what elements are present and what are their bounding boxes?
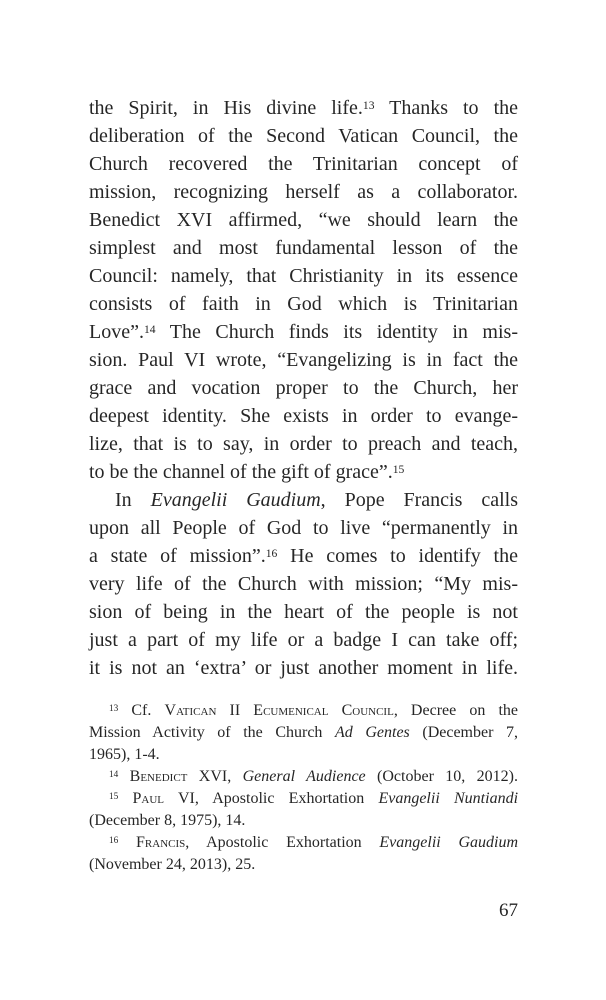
text-run: Mission Activity of the Church	[89, 724, 335, 741]
smallcaps-text-run: Vatican II Ecumenical Council	[164, 702, 394, 719]
text-run: consists of faith in God which is Trinitarian	[89, 293, 518, 315]
footnote-line	[89, 744, 518, 766]
footnote-marker: 15	[392, 463, 405, 477]
footnote-marker: 16	[265, 547, 278, 561]
footnote	[89, 832, 518, 876]
italic-text-run: Evangelii Nuntiandi	[378, 790, 519, 807]
italic-text-run: Ad Gentes	[335, 724, 410, 741]
body-text-block	[89, 94, 518, 682]
text-run: (October 10, 2012).	[365, 768, 519, 785]
text-line	[89, 486, 518, 514]
text-line	[89, 318, 518, 346]
text-run: The Church finds its identity in mis-	[155, 321, 518, 343]
text-run: 1965), 1-4.	[89, 746, 160, 763]
text-line	[89, 94, 518, 122]
text-run: (December 7,	[409, 724, 518, 741]
body-paragraph	[89, 94, 518, 486]
smallcaps-text-run: Paul	[132, 790, 165, 807]
text-run: sion of being in the heart of the people is not	[89, 601, 518, 623]
footnote-marker: 13	[109, 704, 119, 715]
text-line	[89, 598, 518, 626]
text-run: to be the channel of the gift of grace”.	[89, 461, 393, 483]
text-line	[89, 514, 518, 542]
text-line	[89, 430, 518, 458]
text-run: , Apostolic Exhortation	[185, 834, 380, 851]
text-run: He comes to identify the	[277, 545, 518, 567]
text-line	[89, 626, 518, 654]
text-run: it is not an ‘extra’ or just another moment in life.	[89, 657, 518, 679]
text-run: simplest and most fundamental lesson of the	[89, 237, 518, 259]
text-run: Benedict XVI affirmed, “we should learn the	[89, 209, 518, 231]
footnote-line	[89, 854, 518, 876]
footnote-line	[89, 722, 518, 744]
text-run: Thanks to the	[374, 97, 518, 119]
text-run: the Spirit, in His divine life.	[89, 97, 363, 119]
text-run: mission, recognizing herself as a collaborator.	[89, 181, 518, 203]
text-run: , Decree on the	[393, 702, 519, 719]
footnote	[89, 700, 518, 766]
text-run: a state of mission”.	[89, 545, 266, 567]
footnote-marker: 14	[143, 323, 156, 337]
text-line	[89, 122, 518, 150]
smallcaps-text-run: Benedict	[129, 768, 188, 785]
footnote-section	[89, 700, 518, 876]
text-run: deepest identity. She exists in order to evange-	[89, 405, 518, 427]
footnote-line	[89, 766, 518, 788]
footnote-marker: 16	[109, 836, 119, 847]
body-paragraph	[89, 486, 518, 682]
text-run: , Pope Francis calls	[320, 489, 518, 511]
text-run: sion. Paul VI wrote, “Evangelizing is in fact the	[89, 349, 518, 371]
text-run: VI, Apostolic Exhortation	[164, 790, 379, 807]
footnote-line	[89, 700, 518, 722]
text-run: lize, that is to say, in order to preach and teach,	[89, 433, 518, 455]
text-run: Council: namely, that Christianity in its essence	[89, 265, 518, 287]
text-line	[89, 234, 518, 262]
text-run: (December 8, 1975), 14.	[89, 812, 246, 829]
text-line	[89, 290, 518, 318]
text-run	[118, 768, 129, 785]
italic-text-run: Evangelii Gaudium	[379, 834, 519, 851]
text-run: Love”.	[89, 321, 144, 343]
text-line	[89, 346, 518, 374]
text-line	[89, 570, 518, 598]
text-run: deliberation of the Second Vatican Council, the	[89, 125, 518, 147]
text-line	[89, 458, 518, 486]
text-line	[89, 206, 518, 234]
page-number: 67	[499, 900, 518, 921]
text-run: (November 24, 2013), 25.	[89, 856, 256, 873]
text-line	[89, 542, 518, 570]
text-line	[89, 178, 518, 206]
text-line	[89, 262, 518, 290]
footnote-marker: 14	[109, 770, 119, 781]
footnote-marker: 13	[362, 99, 375, 113]
text-run: grace and vocation proper to the Church, her	[89, 377, 518, 399]
footnote-line	[89, 788, 518, 810]
text-run: very life of the Church with mission; “My mis-	[89, 573, 518, 595]
text-line	[89, 374, 518, 402]
text-run: In	[115, 489, 151, 511]
text-run: Church recovered the Trinitarian concept of	[89, 153, 518, 175]
footnote-line	[89, 832, 518, 854]
text-run: upon all People of God to live “permanently in	[89, 517, 518, 539]
italic-text-run: General Audience	[242, 768, 366, 785]
text-run: just a part of my life or a badge I can take off;	[89, 629, 518, 651]
text-run: XVI,	[187, 768, 243, 785]
text-line	[89, 654, 518, 682]
smallcaps-text-run: Francis	[136, 834, 186, 851]
footnote-marker: 15	[109, 792, 119, 803]
text-line	[89, 150, 518, 178]
footnote-line	[89, 810, 518, 832]
text-run: Cf.	[118, 702, 165, 719]
text-run	[118, 790, 132, 807]
text-line	[89, 402, 518, 430]
footnote	[89, 766, 518, 788]
text-run	[118, 834, 136, 851]
footnote	[89, 788, 518, 832]
italic-text-run: Evangelii Gaudium	[150, 489, 321, 511]
